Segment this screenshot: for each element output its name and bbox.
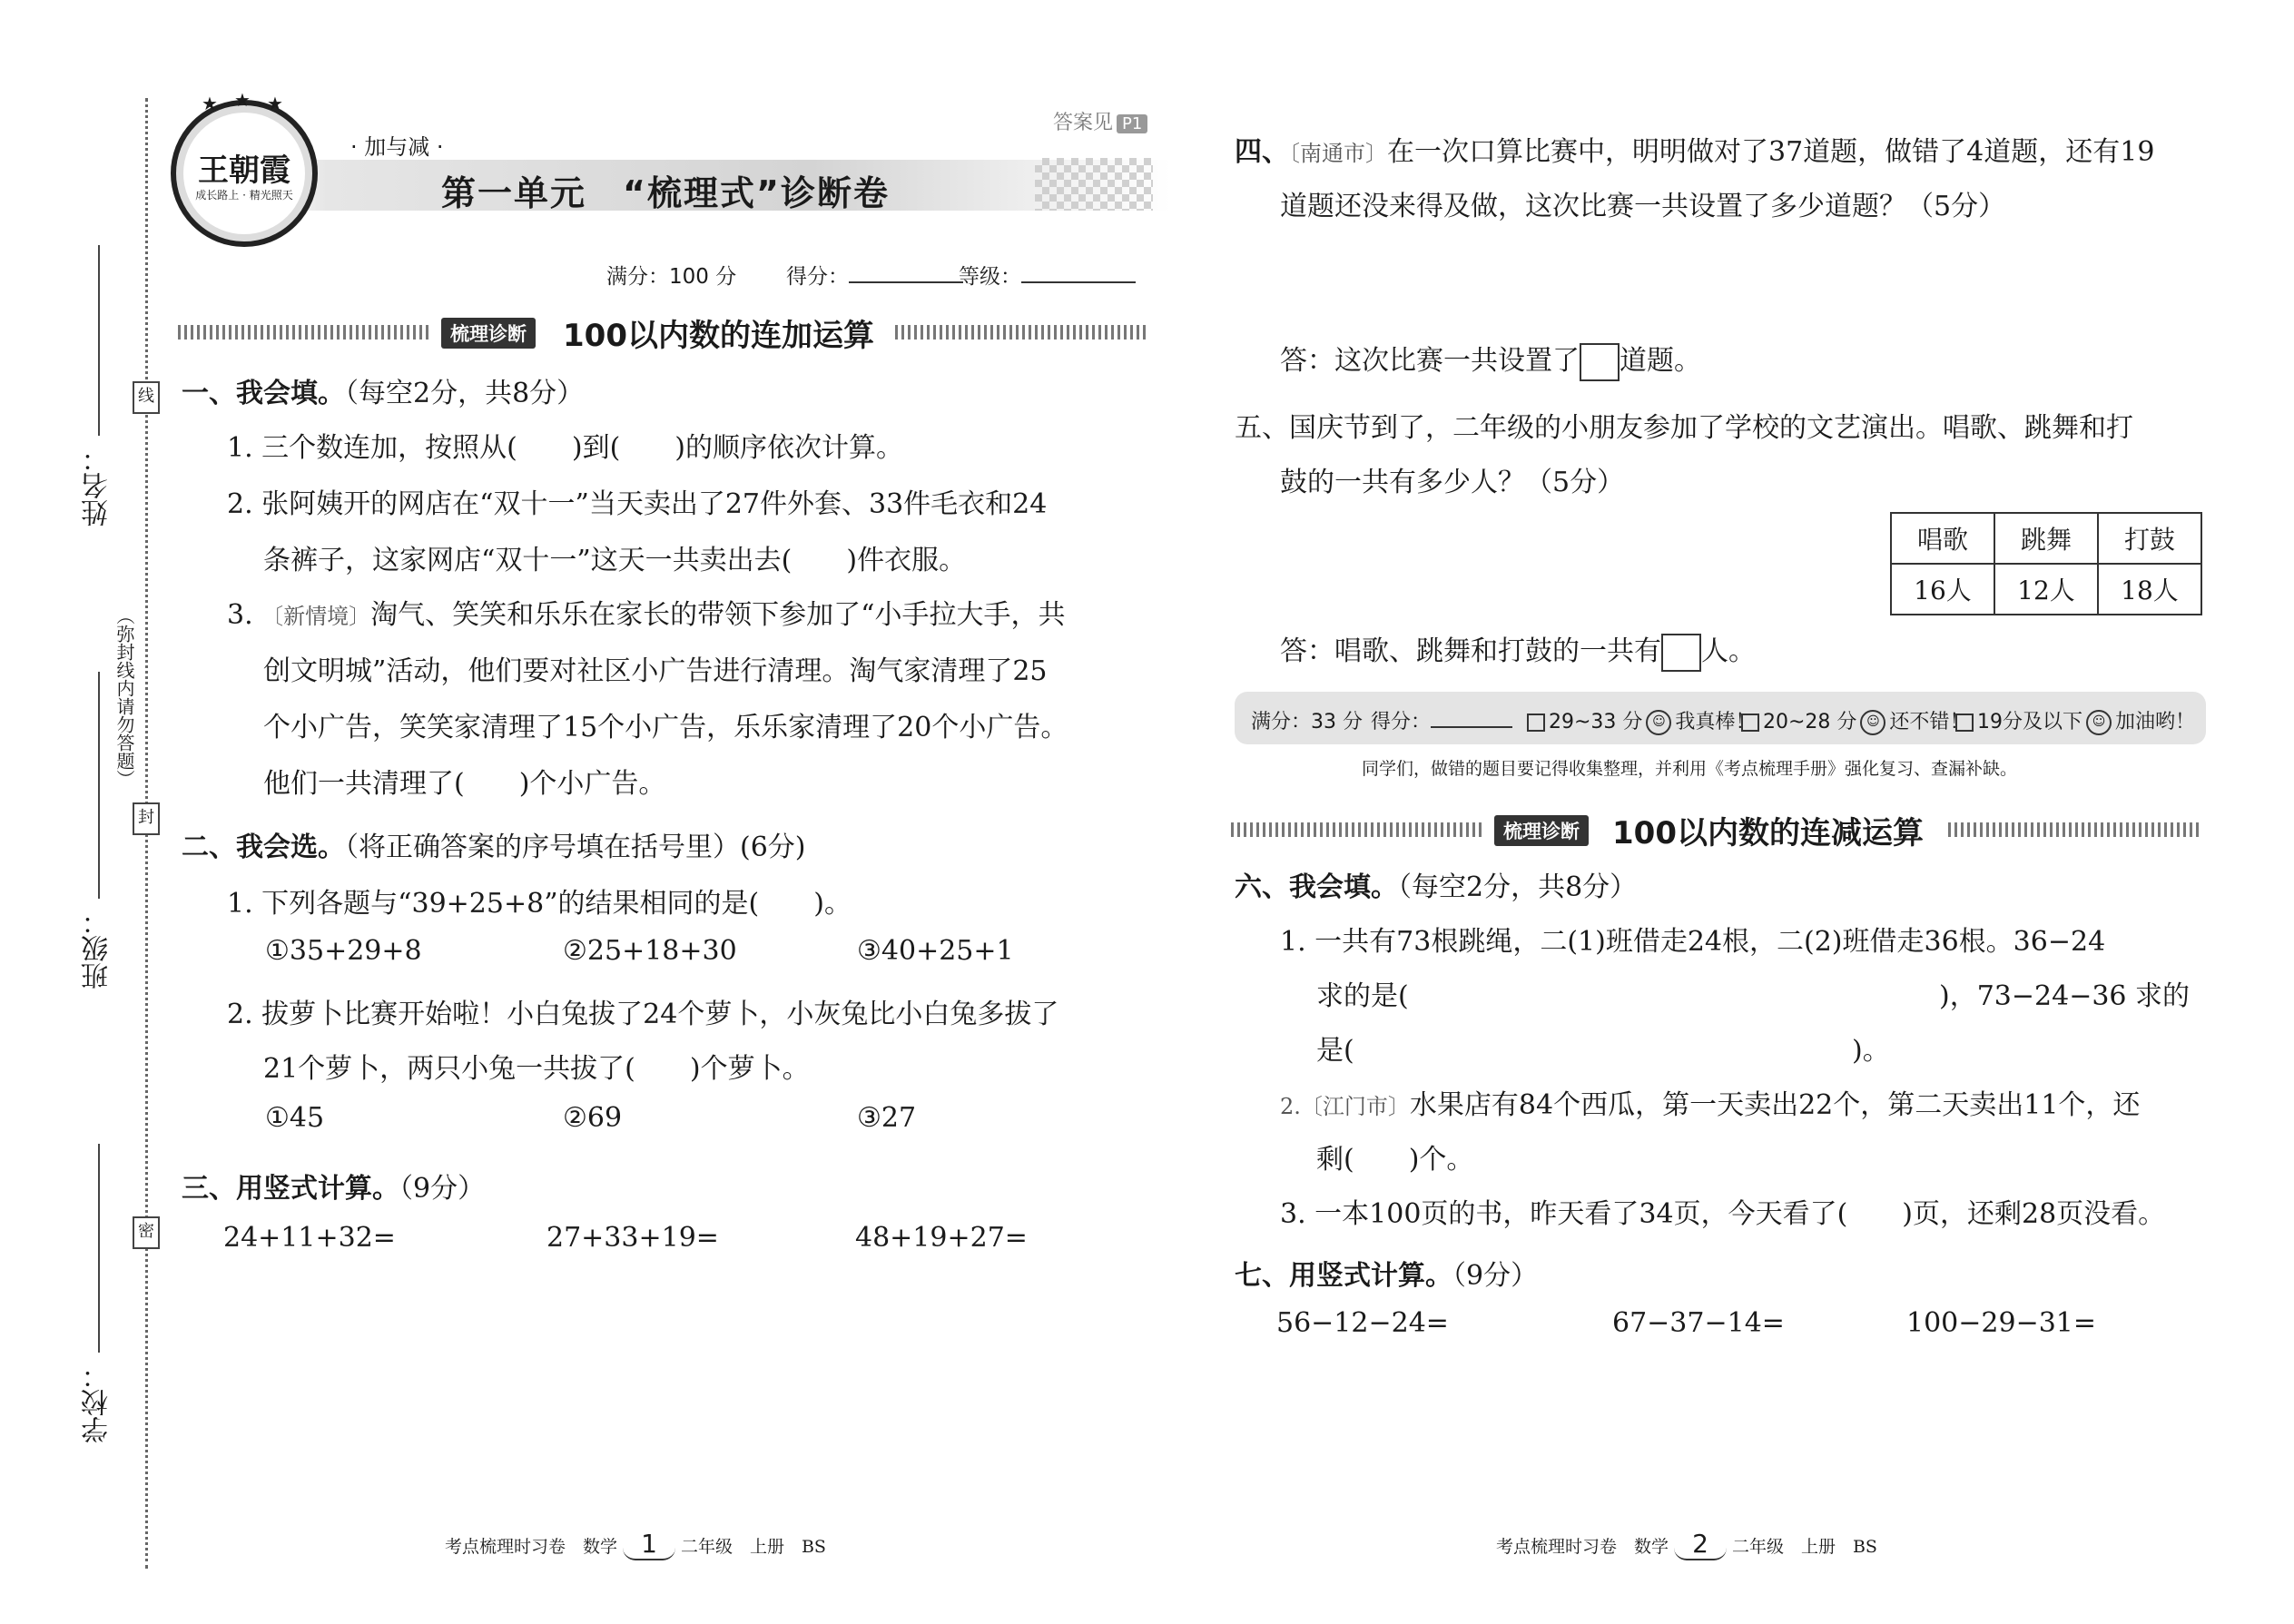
section-6-title: 六、我会填。 bbox=[1235, 871, 1398, 903]
question-6-1-line3-right: )。 bbox=[1852, 1035, 1890, 1067]
logo-text: 王朝霞 bbox=[198, 153, 290, 189]
strip-rating-1[interactable]: 29~33 分 ☺ 我真棒！ bbox=[1527, 706, 1755, 735]
section-5-line1: 五、国庆节到了，二年级的小朋友参加了学校的文艺演出。唱歌、跳舞和打 bbox=[1235, 412, 2133, 444]
section-4-answer: 答：这次比赛一共设置了 道题。 bbox=[1280, 338, 1701, 381]
question-6-1-line2-left: 求的是( bbox=[1316, 980, 1409, 1012]
option-2-2-a[interactable]: ①45 bbox=[265, 1102, 325, 1134]
table-header-cell: 唱歌 bbox=[1891, 513, 1994, 564]
performers-table bbox=[1890, 512, 2202, 615]
question-1-3-line4: 他们一共清理了( )个小广告。 bbox=[263, 768, 666, 800]
seal-char-seal: 封 bbox=[133, 802, 160, 835]
option-2-1-b[interactable]: ②25+18+30 bbox=[563, 935, 737, 967]
grade-blank[interactable] bbox=[1021, 281, 1136, 283]
star-icon: ★ bbox=[234, 89, 251, 111]
question-tag: 〔南通市〕 bbox=[1289, 141, 1387, 166]
section-6-heading bbox=[1235, 864, 1637, 904]
logo-subtitle: 成长路上 · 精光照天 bbox=[195, 189, 293, 202]
calc-3-3: 48+19+27= bbox=[855, 1222, 1028, 1254]
section-2-title: 二、我会选。 bbox=[182, 832, 345, 863]
question-6-2-line1: 2.〔江门市〕水果店有84个西瓜，第一天卖出22个，第二天卖出11个，还 bbox=[1280, 1089, 2141, 1121]
class-label: 班级： bbox=[82, 908, 113, 989]
section-3-heading bbox=[182, 1166, 485, 1206]
banner-title: 100以内数的连减运算 bbox=[1612, 815, 1924, 851]
section-banner-subtraction bbox=[1231, 812, 2204, 851]
question-1-3-line1: 3. 〔新情境〕淘气、笑笑和乐乐在家长的带领下参加了“小手拉大手，共 bbox=[227, 599, 1066, 631]
section-2-note: （将正确答案的序号填在括号里）(6分) bbox=[345, 832, 806, 863]
table-cell: 12人 bbox=[1994, 564, 2098, 615]
table-row bbox=[1891, 564, 2201, 615]
table-header-cell: 跳舞 bbox=[1994, 513, 2098, 564]
footer-left: 考点梳理时习卷 数学 1 二年级 上册 BS bbox=[445, 1529, 826, 1559]
option-2-2-c[interactable]: ③27 bbox=[857, 1102, 917, 1134]
banner-tag: 梳理诊断 bbox=[441, 318, 536, 349]
school-label: 学校： bbox=[82, 1362, 113, 1443]
table-row bbox=[1891, 513, 2201, 564]
section-7-note: （9分） bbox=[1452, 1260, 1539, 1292]
section-7-title: 七、用竖式计算。 bbox=[1235, 1260, 1452, 1292]
question-2-2-line2: 21个萝卜，两只小兔一共拔了( )个萝卜。 bbox=[263, 1053, 810, 1085]
subject-label: · 加与减 · bbox=[350, 134, 444, 160]
star-icon: ★ bbox=[202, 93, 218, 114]
calc-3-1: 24+11+32= bbox=[223, 1222, 396, 1254]
checkbox[interactable] bbox=[1527, 714, 1545, 732]
smile-icon: ☺ bbox=[2086, 710, 2112, 735]
strip-full-score: 满分：33 分 bbox=[1251, 711, 1363, 733]
table-cell: 16人 bbox=[1891, 564, 1994, 615]
strip-rating-3[interactable]: 19分及以下 ☺ 加油哟！ bbox=[1955, 706, 2195, 735]
score-label: 得分： bbox=[786, 265, 849, 289]
section-3-title: 三、用竖式计算。 bbox=[182, 1173, 399, 1205]
section-4-line1: 四、〔南通市〕在一次口算比赛中，明明做对了37道题，做错了4道题，还有19 bbox=[1235, 136, 2155, 168]
banner-title: 100以内数的连加运算 bbox=[563, 318, 874, 354]
score-strip bbox=[1235, 692, 2206, 744]
seal-char-close: 密 bbox=[133, 1216, 160, 1249]
seal-char-line: 线 bbox=[133, 381, 160, 414]
option-2-2-b[interactable]: ②69 bbox=[563, 1102, 623, 1134]
answer-box[interactable] bbox=[1661, 634, 1701, 672]
section-6-note: （每空2分，共8分） bbox=[1398, 871, 1638, 903]
section-2-heading bbox=[182, 824, 806, 864]
checkbox[interactable] bbox=[1955, 714, 1974, 732]
exam-title: 第一单元 “梳理式”诊断卷 bbox=[441, 173, 890, 213]
calc-7-1: 56−12−24= bbox=[1276, 1307, 1449, 1339]
grade-label: 等级： bbox=[959, 265, 1021, 289]
score-field[interactable] bbox=[786, 260, 963, 290]
section-4-title: 四、 bbox=[1235, 136, 1289, 168]
brand-logo bbox=[171, 89, 318, 247]
section-3-note: （9分） bbox=[399, 1173, 486, 1205]
score-blank[interactable] bbox=[849, 281, 963, 283]
table-cell: 18人 bbox=[2098, 564, 2201, 615]
question-1-2-line1: 2. 张阿姨开的网店在“双十一”当天卖出了27件外套、33件毛衣和24 bbox=[227, 488, 1048, 520]
class-field[interactable] bbox=[98, 672, 100, 899]
section-5-line2: 鼓的一共有多少人？（5分） bbox=[1280, 467, 1625, 498]
answer-box[interactable] bbox=[1580, 343, 1620, 381]
seal-note: （弥封线内请勿答题） bbox=[113, 606, 135, 788]
section-1-title: 一、我会填。 bbox=[182, 378, 345, 409]
answer-page-tag: P1 bbox=[1117, 114, 1147, 133]
option-2-1-a[interactable]: ①35+29+8 bbox=[265, 935, 422, 967]
smile-icon: ☺ bbox=[1646, 710, 1671, 735]
question-1-1: 1. 三个数连加，按照从( )到( )的顺序依次计算。 bbox=[227, 432, 903, 464]
strip-note: 同学们，做错的题目要记得收集整理，并利用《考点梳理手册》强化复习、查漏补缺。 bbox=[1362, 759, 2018, 779]
section-1-heading bbox=[182, 370, 584, 410]
question-6-3: 3. 一本100页的书，昨天看了34页，今天看了( )页，还剩28页没看。 bbox=[1280, 1198, 2166, 1230]
calc-3-2: 27+33+19= bbox=[546, 1222, 719, 1254]
question-tag: 2.〔江门市〕 bbox=[1280, 1094, 1410, 1119]
checker-decoration bbox=[1035, 158, 1153, 211]
section-5-answer: 答：唱歌、跳舞和打鼓的一共有 人。 bbox=[1280, 628, 1756, 672]
question-6-1-line3-left: 是( bbox=[1316, 1035, 1354, 1067]
banner-tag: 梳理诊断 bbox=[1494, 815, 1589, 846]
full-score: 满分：100 分 bbox=[606, 265, 737, 289]
question-6-1-line1: 1. 一共有73根跳绳，二(1)班借走24根，二(2)班借走36根。36−24 bbox=[1280, 926, 2106, 958]
answer-reference bbox=[1053, 107, 1147, 135]
table-header-cell: 打鼓 bbox=[2098, 513, 2201, 564]
name-field[interactable] bbox=[98, 245, 100, 436]
question-1-3-line2: 创文明城”活动，他们要对社区小广告进行清理。淘气家清理了25 bbox=[263, 655, 1048, 687]
question-2-2-line1: 2. 拔萝卜比赛开始啦！小白兔拔了24个萝卜，小灰兔比小白兔多拔了 bbox=[227, 999, 1059, 1030]
checkbox[interactable] bbox=[1741, 714, 1759, 732]
page-number: 2 bbox=[1674, 1529, 1727, 1560]
question-6-2-line2: 剩( )个。 bbox=[1316, 1144, 1474, 1176]
page-number: 1 bbox=[623, 1529, 675, 1560]
calc-7-2: 67−37−14= bbox=[1612, 1307, 1785, 1339]
name-label: 姓名： bbox=[82, 445, 113, 527]
strip-score[interactable]: 得分： bbox=[1371, 706, 1512, 734]
answer-reference-text: 答案见 bbox=[1053, 112, 1114, 134]
section-4-line2: 道题还没来得及做，这次比赛一共设置了多少道题？（5分） bbox=[1280, 191, 2006, 222]
section-1-note: （每空2分，共8分） bbox=[345, 378, 585, 409]
school-field[interactable] bbox=[98, 1144, 100, 1353]
question-tag: 〔新情境〕 bbox=[261, 604, 371, 629]
star-icon: ★ bbox=[267, 93, 283, 114]
question-6-1-line2-right: )，73−24−36 求的 bbox=[1939, 980, 2191, 1012]
option-2-1-c[interactable]: ③40+25+1 bbox=[857, 935, 1014, 967]
section-banner-addition bbox=[178, 314, 1151, 354]
strip-rating-2[interactable]: 20~28 分 ☺ 还不错！ bbox=[1741, 706, 1969, 735]
question-2-1: 1. 下列各题与“39+25+8”的结果相同的是( )。 bbox=[227, 888, 852, 920]
section-7-heading bbox=[1235, 1253, 1538, 1293]
footer-right: 考点梳理时习卷 数学 2 二年级 上册 BS bbox=[1496, 1529, 1877, 1559]
calc-7-3: 100−29−31= bbox=[1906, 1307, 2097, 1339]
question-1-3-line3: 个小广告，笑笑家清理了15个小广告，乐乐家清理了20个小广告。 bbox=[263, 712, 1068, 743]
grade-field[interactable] bbox=[959, 260, 1136, 290]
question-1-2-line2: 条裤子，这家网店“双十一”这天一共卖出去( )件衣服。 bbox=[263, 545, 967, 576]
smile-icon: ☺ bbox=[1860, 710, 1885, 735]
